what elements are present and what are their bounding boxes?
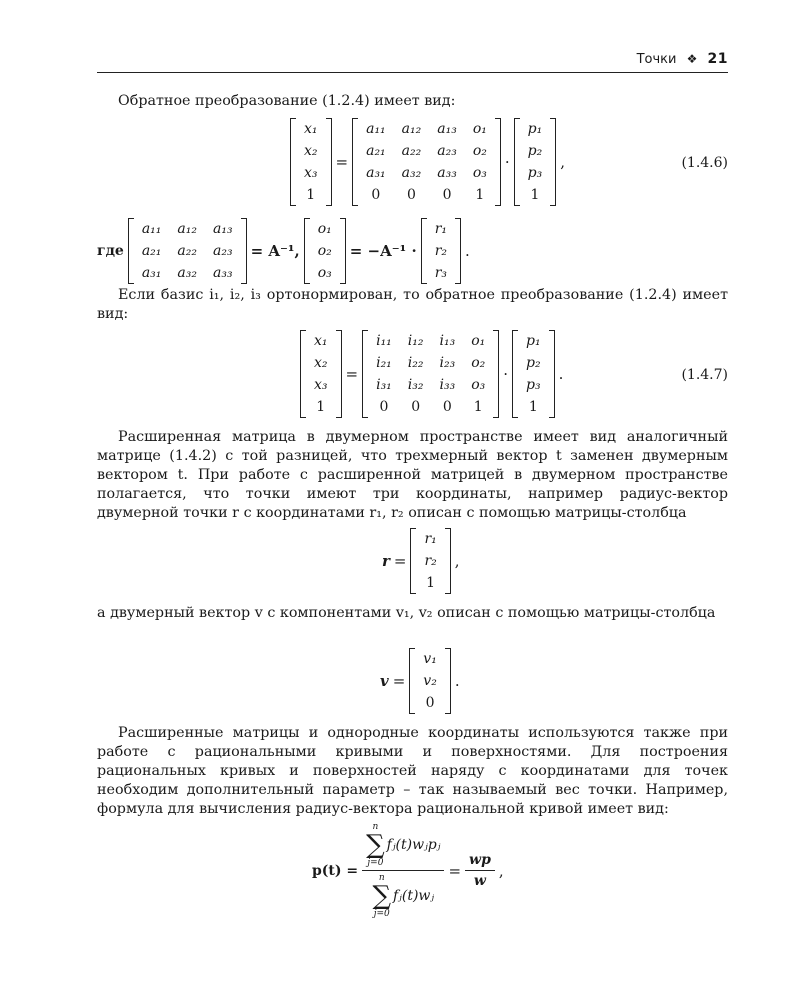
eq1-lhs-cell-0-0: x₁ (304, 121, 318, 137)
where-m-cell-0-2: a₁₃ (212, 221, 233, 237)
paragraph-3: Расширенная матрица в двумерном пространстве имеет вид аналогичный матрице (1.4.2) с той разницей, что трехмерный вектор t заменен двумерным вектором t. При работе с расширенной матрицей в двумерном пространстве полагается, что точки имеют три координаты, например радиус-вектор двумерной точки r с координатами r₁, r₂ описан с помощью матрицы-столбца (97, 429, 728, 521)
equation-rational-curve: p(t) = n ∑ j=0 fⱼ(t)wⱼpⱼ n ∑ j=0 fⱼ(t)wⱼ = $\frac{wp}{w}$ , (312, 822, 504, 919)
v-col-cell-1-0: v₂ (423, 673, 437, 689)
where-m-cell-2-1: a₃₂ (177, 265, 197, 281)
eq1-lhs-cell-2-0: x₃ (304, 165, 318, 181)
eq1-lhs-cell-3-0: 1 (306, 187, 316, 203)
eq1-m-cell-3-1: 0 (407, 187, 416, 203)
equation-number-1-4-6: (1.4.6) (681, 155, 728, 171)
paragraph-4: а двумерный вектор v с компонентами v₁, v₂ описан с помощью матрицы-столбца (97, 605, 716, 621)
eq2-m-cell-0-1: i₁₂ (407, 333, 424, 349)
sum-upper-den: n (378, 873, 385, 883)
eq2-rhs-cell-2-0: p₃ (526, 377, 541, 393)
eq2-m-cell-1-0: i₂₁ (376, 355, 392, 371)
eq1-rhs-cell-1-0: p₂ (527, 143, 543, 159)
eq5-main-fraction: n ∑ j=0 fⱼ(t)wⱼpⱼ n ∑ j=0 fⱼ(t)wⱼ (362, 822, 444, 919)
eq2-lhs-cell-1-0: x₂ (314, 355, 328, 371)
eq2-lhs-cell-0-0: x₁ (314, 333, 328, 349)
eq2-m-cell-0-3: o₁ (471, 333, 486, 349)
eq2-m-cell-3-1: 0 (411, 399, 421, 415)
eq1-m-cell-0-1: a₁₂ (401, 121, 422, 137)
eq2-m-cell-1-2: i₂₃ (439, 355, 456, 371)
eq2-m-cell-1-3: o₂ (471, 355, 486, 371)
where-a-matrix (128, 218, 247, 284)
equation-v-vector: v = v₁ v₂ 0 . (380, 648, 464, 714)
where-ainv: = A⁻¹, (250, 242, 300, 260)
eq2-matrix (362, 330, 499, 418)
where-r-vector (421, 218, 461, 284)
eq2-m-cell-3-0: 0 (379, 399, 389, 415)
eq1-rhs-cell-3-0: 1 (530, 187, 540, 203)
r-col-cell-1-0: r₂ (424, 553, 437, 569)
eq2-rhs-cell-0-0: p₁ (526, 333, 541, 349)
eq2-m-cell-2-1: i₃₂ (407, 377, 424, 393)
r-column (410, 528, 450, 594)
where-m-cell-0-0: a₁₁ (141, 221, 162, 237)
eq2-rhs-cell-3-0: 1 (528, 399, 538, 415)
eq5-numerator: fⱼ(t)wⱼpⱼ (386, 837, 441, 853)
eq1-m-cell-2-2: a₃₃ (437, 165, 457, 181)
r-col-cell-2-0: 1 (426, 575, 436, 591)
eq1-m-cell-3-3: 1 (475, 187, 485, 203)
equation-1-4-7: x₁ x₂ x₃ 1 = i₁₁ i₁₂ i₁₃ o₁ i₂₁ i₂₂ i₂₃ o₂ i₃₁ i₃₂ i₃₃ o₃ 0 0 0 1 · p₁ p₂ p₃ 1 . (300, 330, 567, 418)
eq5-denominator: fⱼ(t)wⱼ (393, 888, 435, 904)
eq2-m-cell-2-2: i₃₃ (439, 377, 456, 393)
paragraph-5: Расширенные матрицы и однородные координаты используются также при работе с рациональными кривыми и поверхностями. Для построения рациональных кривых и поверхностей наряду с координатами для точек необходим дополнительный параметр – так называемый вес точки. Например, формула для вычисления радиус-вектора рациональной кривой имеет вид: (97, 725, 728, 817)
eq2-m-cell-0-2: i₁₃ (439, 333, 456, 349)
eq5-rhs-fraction (465, 852, 495, 889)
eq1-lhs-cell-1-0: x₂ (304, 143, 318, 159)
eq1-m-cell-0-0: a₁₁ (366, 121, 386, 137)
eq1-rhs-vector (514, 118, 557, 206)
where-m-cell-1-2: a₂₃ (212, 243, 233, 259)
header-section: Точки (636, 52, 677, 67)
v-symbol: v (380, 672, 389, 690)
eq2-m-cell-1-1: i₂₂ (407, 355, 424, 371)
eq1-m-cell-0-3: o₁ (472, 121, 487, 137)
sum-lower: j=0 (367, 858, 384, 868)
header-separator-icon: ❖ (686, 52, 698, 66)
where-r-cell-0-0: r₁ (434, 221, 447, 237)
eq1-lhs-vector (290, 118, 332, 206)
eq2-m-cell-3-3: 1 (473, 399, 483, 415)
eq1-matrix (352, 118, 501, 206)
eq2-m-cell-2-3: o₃ (471, 377, 486, 393)
paragraph-2: Если базис i₁, i₂, i₃ ортонормирован, то обратное преобразование (1.2.4) имеет вид: (97, 287, 728, 322)
r-col-cell-0-0: r₁ (424, 531, 437, 547)
eq2-m-cell-3-2: 0 (442, 399, 452, 415)
eq2-m-cell-2-0: i₃₁ (376, 377, 392, 393)
v-col-cell-2-0: 0 (425, 695, 435, 711)
eq2-rhs-vector (512, 330, 555, 418)
sum-upper: n (372, 822, 379, 832)
eq2-lhs-cell-2-0: x₃ (314, 377, 328, 393)
eq1-m-cell-0-2: a₁₃ (437, 121, 457, 137)
eq2-lhs-vector (300, 330, 342, 418)
eq1-m-cell-3-0: 0 (371, 187, 381, 203)
paragraph-1: Обратное преобразование (1.2.4) имеет вид: (118, 93, 456, 109)
where-word: где (97, 243, 124, 259)
eq1-m-cell-2-3: o₃ (472, 165, 487, 181)
where-neg: = −A⁻¹ · (349, 242, 417, 260)
equation-number-1-4-7: (1.4.7) (681, 367, 728, 383)
where-m-cell-1-0: a₂₁ (141, 243, 162, 259)
eq5-rhs-num: wp (465, 852, 495, 871)
where-definition: где a₁₁ a₁₂ a₁₃ a₂₁ a₂₂ a₂₃ a₃₁ a₃₂ a₃₃ = A⁻¹, o₁ o₂ o₃ = −A⁻¹ · r₁ r₂ r₃ . (97, 218, 474, 284)
equation-r-vector: r = r₁ r₂ 1 , (382, 528, 464, 594)
eq1-m-cell-1-0: a₂₁ (366, 143, 386, 159)
where-o-cell-2-0: o₃ (317, 265, 332, 281)
eq1-m-cell-2-1: a₃₂ (401, 165, 422, 181)
eq2-lhs-cell-3-0: 1 (316, 399, 326, 415)
eq2-m-cell-0-0: i₁₁ (376, 333, 392, 349)
eq1-rhs-cell-0-0: p₁ (527, 121, 543, 137)
eq2-rhs-cell-1-0: p₂ (526, 355, 541, 371)
where-m-cell-2-0: a₃₁ (141, 265, 162, 281)
eq1-rhs-cell-2-0: p₃ (527, 165, 543, 181)
where-m-cell-2-2: a₃₃ (212, 265, 233, 281)
where-r-cell-2-0: r₃ (434, 265, 447, 281)
page-number: 21 (707, 51, 728, 67)
equation-1-4-6: x₁ x₂ x₃ 1 = a₁₁ a₁₂ a₁₃ o₁ a₂₁ a₂₂ a₂₃ o₂ a₃₁ a₃₂ a₃₃ o₃ 0 0 0 1 · p₁ p₂ p₃ 1 , (290, 118, 569, 206)
v-col-cell-0-0: v₁ (423, 651, 437, 667)
running-header (97, 50, 728, 73)
eq1-m-cell-2-0: a₃₁ (366, 165, 386, 181)
eq1-m-cell-1-3: o₂ (472, 143, 487, 159)
where-o-cell-0-0: o₁ (317, 221, 332, 237)
where-m-cell-1-1: a₂₂ (177, 243, 197, 259)
sum-lower-den: j=0 (373, 909, 390, 919)
eq1-m-cell-1-2: a₂₃ (437, 143, 457, 159)
where-o-cell-1-0: o₂ (317, 243, 332, 259)
eq5-lhs: p(t) = (312, 862, 359, 879)
eq1-m-cell-3-2: 0 (442, 187, 452, 203)
r-symbol: r (382, 552, 390, 570)
where-o-vector (304, 218, 346, 284)
eq1-m-cell-1-1: a₂₂ (401, 143, 422, 159)
v-column (409, 648, 451, 714)
where-m-cell-0-1: a₁₂ (177, 221, 197, 237)
where-r-cell-1-0: r₂ (434, 243, 447, 259)
eq5-rhs-den: w (473, 873, 486, 889)
